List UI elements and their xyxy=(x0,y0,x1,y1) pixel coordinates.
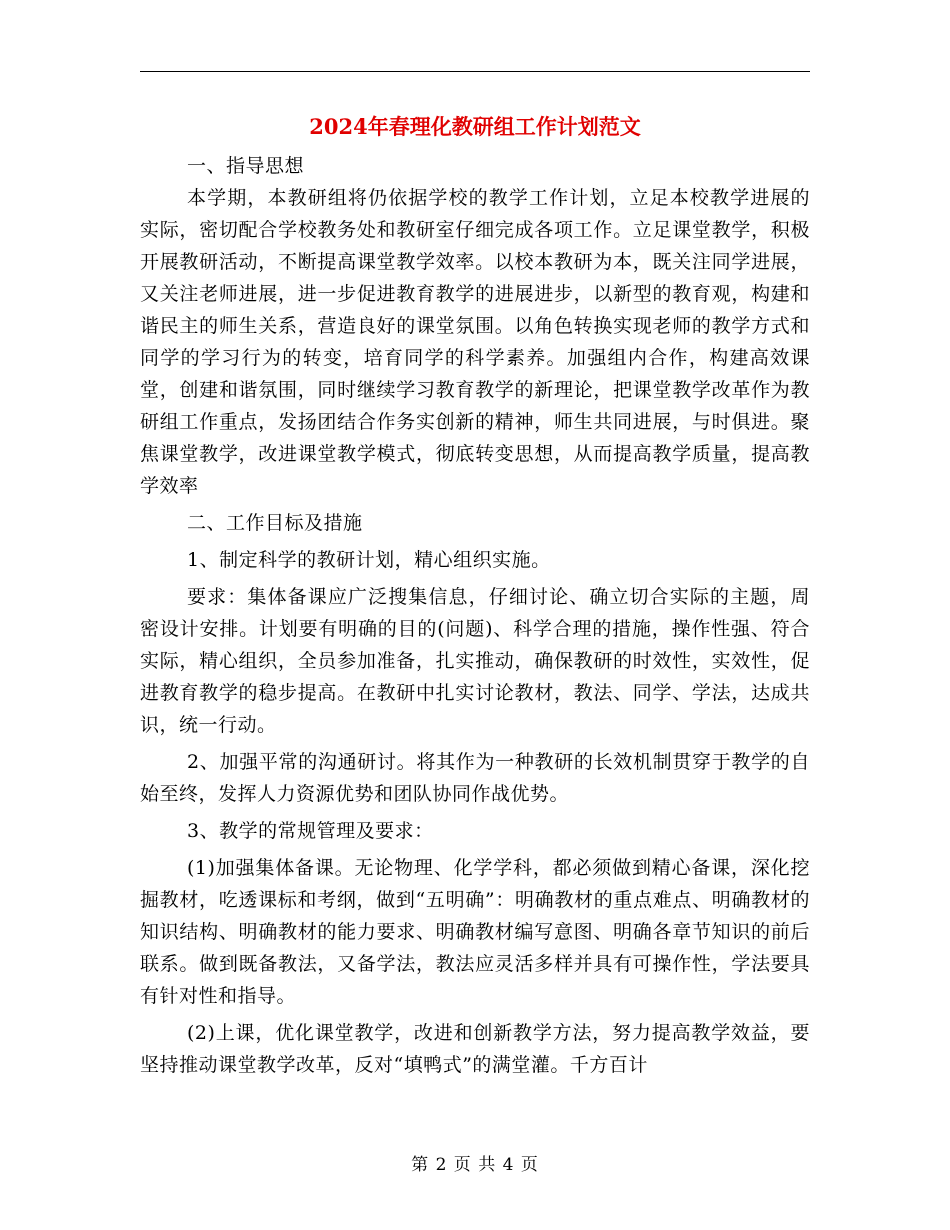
paragraph-classroom-teaching: (2)上课，优化课堂教学，改进和创新教学方法，努力提高教学效益，要坚持推动课堂教学改革，反对“填鸭式”的满堂灌。千方百计 xyxy=(140,1022,810,1076)
item-heading-research-plan: 1、制定科学的教研计划，精心组织实施。 xyxy=(187,549,551,571)
section-heading-goals-measures: 二、工作目标及措施 xyxy=(187,512,363,534)
section-heading-guiding-thought: 一、指导思想 xyxy=(187,155,305,177)
paragraph-communication: 2、加强平常的沟通研讨。将其作为一种教研的长效机制贯穿于教学的自始至终，发挥人力资源优势和团队协同作战优势。 xyxy=(140,751,810,805)
paragraph-collective-prep: (1)加强集体备课。无论物理、化学学科，都必须做到精心备课，深化挖掘教材，吃透课标和考纲，做到“五明确”：明确教材的重点难点、明确教材的知识结构、明确教材的能力要求、明确教材编写意图、明确各章节知识的前后联系。做到既备教法，又备学法，教法应灵活多样并具有可操作性，学法要具有针对性和指导。 xyxy=(140,857,810,1007)
page-number-footer: 第 2 页 共 4 页 xyxy=(411,1155,539,1175)
document-body xyxy=(140,150,810,1081)
header-rule xyxy=(140,71,810,72)
item-heading-routine-management: 3、教学的常规管理及要求： xyxy=(187,820,434,842)
paragraph-guiding-thought: 本学期，本教研组将仍依据学校的教学工作计划，立足本校教学进展的实际，密切配合学校教务处和教研室仔细完成各项工作。立足课堂教学，积极开展教研活动，不断提高课堂教学效率。以校本教研为本，既关注同学进展，又关注老师进展，进一步促进教育教学的进展进步，以新型的教育观，构建和谐民主的师生关系，营造良好的课堂氛围。以角色转换实现老师的教学方式和同学的学习行为的转变，培育同学的科学素养。加强组内合作，构建高效课堂，创建和谐氛围，同时继续学习教育教学的新理论，把课堂教学改革作为教研组工作重点，发扬团结合作务实创新的精神，师生共同进展，与时俱进。聚焦课堂教学，改进课堂教学模式，彻底转变思想，从而提高教学质量，提高教学效率 xyxy=(140,187,810,497)
document-title: 2024年春理化教研组工作计划范文 xyxy=(309,114,641,139)
paragraph-requirements: 要求：集体备课应广泛搜集信息，仔细讨论、确立切合实际的主题，周密设计安排。计划要有明确的目的(问题)、科学合理的措施，操作性强、符合实际，精心组织，全员参加准备，扎实推动，确保教研的时效性，实效性，促进教育教学的稳步提高。在教研中扎实讨论教材，教法、同学、学法，达成共识，统一行动。 xyxy=(140,586,810,736)
